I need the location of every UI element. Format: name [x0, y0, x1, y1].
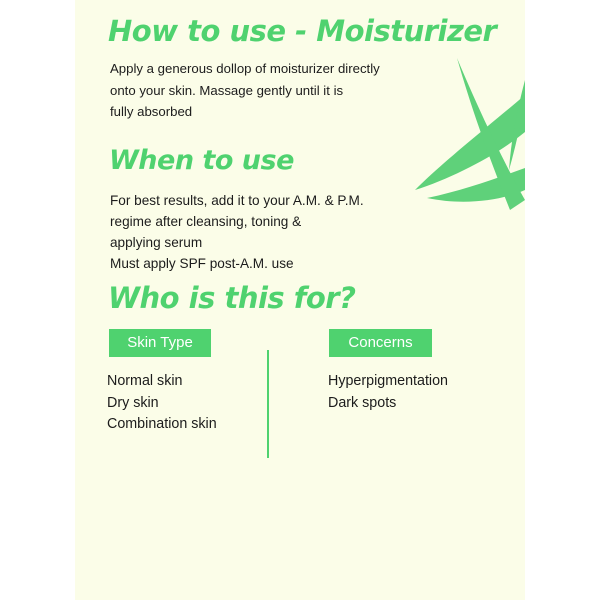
concerns-tag: Concerns: [329, 329, 432, 357]
how-to-use-line: fully absorbed: [110, 104, 193, 119]
skin-type-item: Normal skin: [107, 373, 183, 389]
skin-type-list: [107, 371, 217, 436]
skin-type-item: Dry skin: [107, 394, 159, 411]
info-panel: [75, 0, 525, 600]
when-to-use-line: Must apply SPF post-A.M. use: [110, 256, 294, 271]
how-to-use-text: [110, 58, 380, 123]
concerns-list: [328, 371, 448, 414]
how-to-use-heading: How to use - Moisturizer: [108, 14, 497, 48]
concern-item: Hyperpigmentation: [328, 373, 449, 389]
when-to-use-line: regime after cleansing, toning &: [110, 214, 302, 229]
when-to-use-line: applying serum: [110, 235, 203, 250]
who-is-this-for-heading: Who is this for?: [108, 281, 356, 315]
when-to-use-heading: When to use: [109, 145, 294, 176]
how-to-use-line: Apply a generous dollop of moisturizer directly: [110, 61, 380, 76]
concern-item: Dark spots: [328, 394, 397, 411]
when-to-use-text: [110, 190, 364, 274]
skin-type-item: Combination skin: [107, 416, 217, 432]
when-to-use-line: For best results, add it to your A.M. & P.M.: [110, 193, 364, 208]
skin-type-tag: Skin Type: [109, 329, 211, 357]
how-to-use-line: onto your skin. Massage gently until it is: [110, 82, 344, 98]
leaf-icon: [405, 50, 525, 220]
column-divider: [267, 350, 269, 458]
